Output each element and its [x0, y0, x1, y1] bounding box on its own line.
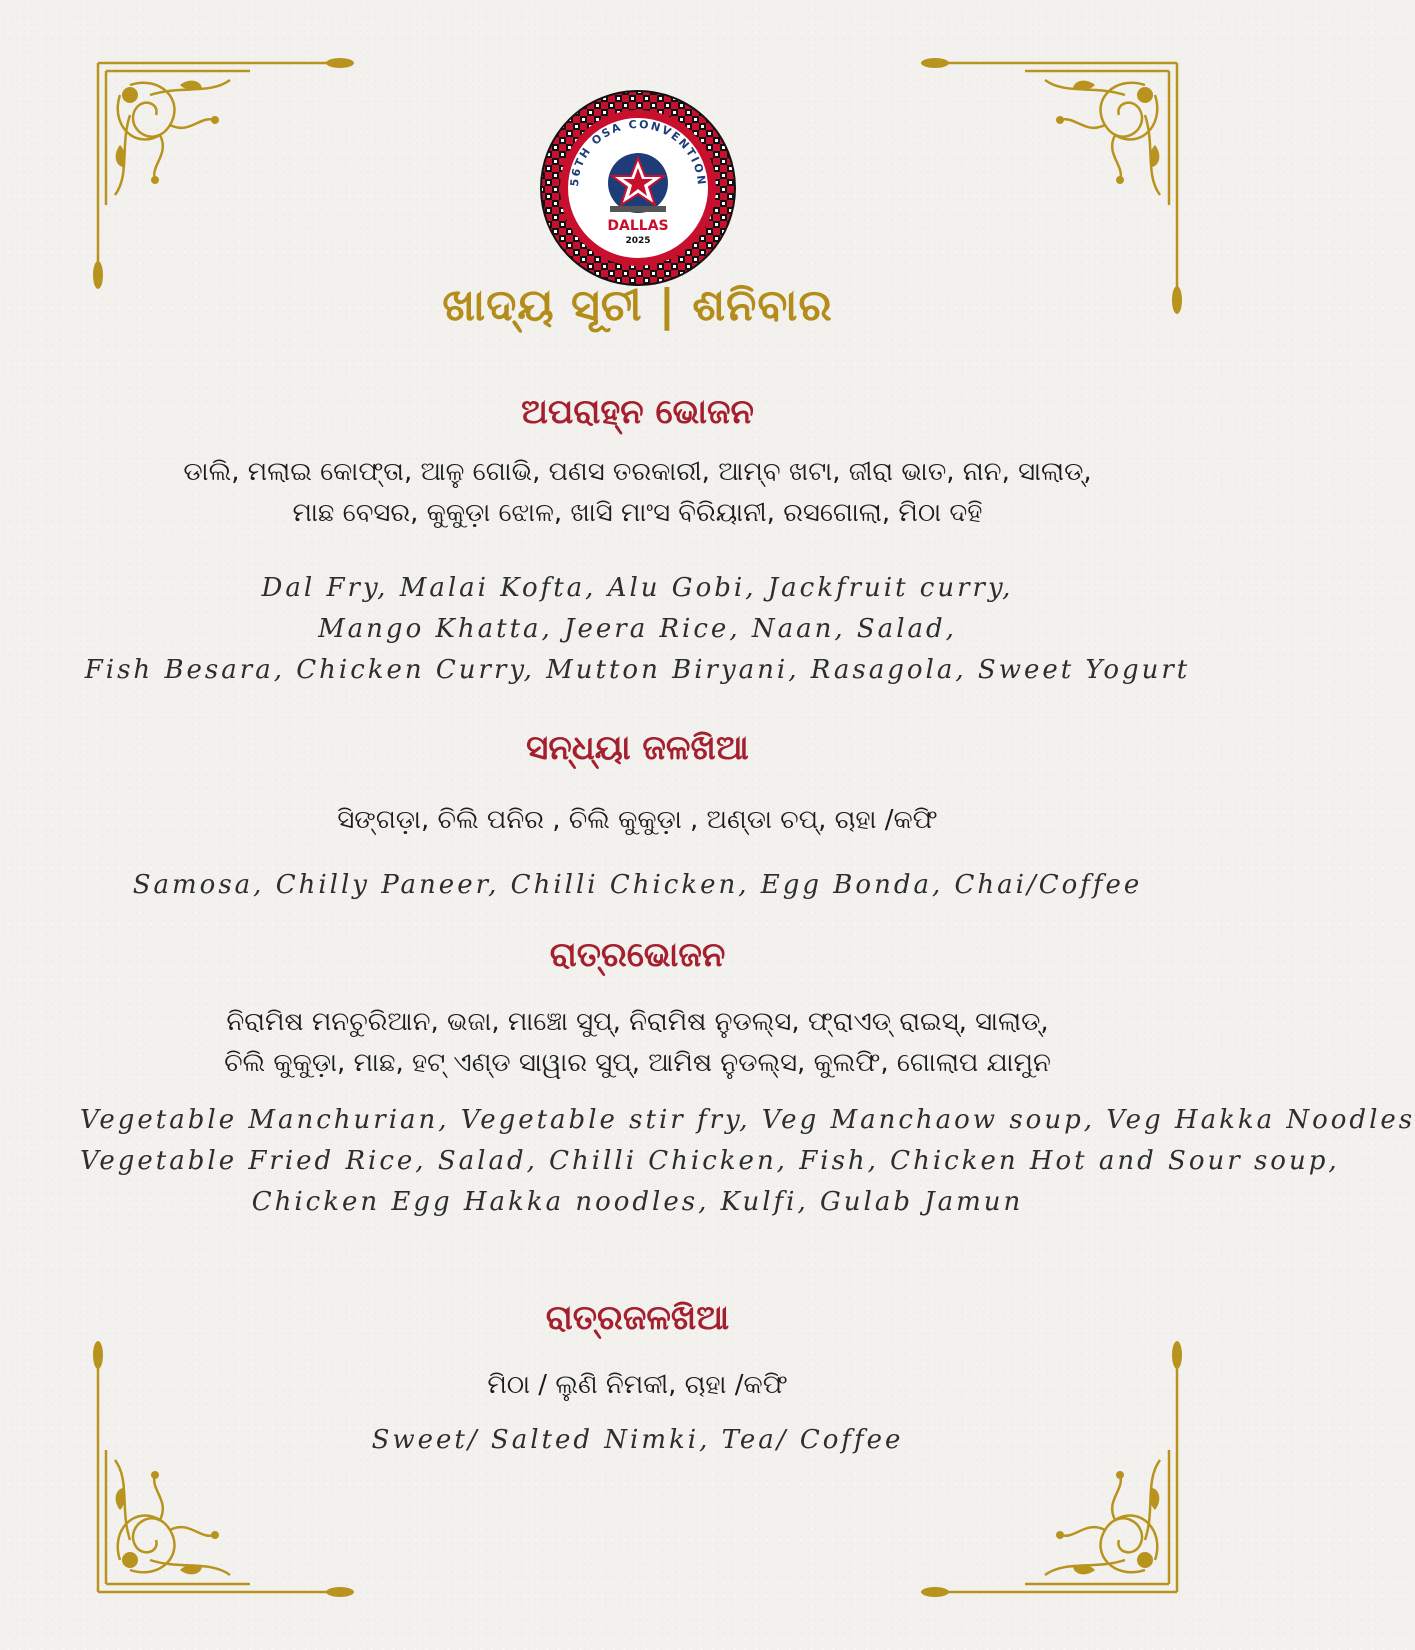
section-odia-evening-snacks	[80, 800, 1195, 841]
osa-convention-logo	[538, 88, 738, 288]
section-odia-dinner	[80, 1002, 1195, 1084]
odia-line: ନିରାମିଷ ମନଚୁରିଆନ, ଭଜା, ମାଞ୍ଚୋ ସୁପ୍, ନିରାମିଷ ନୁଡଲ୍ସ, ଫ୍ରାଏଡ୍ ରାଇସ୍, ସାଲାଡ୍,	[226, 1007, 1049, 1037]
odia-line: ସିଙ୍ଗଡ଼ା, ଚିଲି ପନିର , ଚିଲି କୁକୁଡ଼ା , ଅଣ୍ଡା ଚପ୍, ଚାହା /କଫି	[337, 805, 938, 835]
section-heading-dinner: ରାତ୍ରଭୋଜନ	[549, 935, 726, 975]
english-line: Samosa, Chilly Paneer, Chilli Chicken, Egg Bonda, Chai/Coffee	[132, 870, 1143, 900]
section-odia-night-snacks	[80, 1365, 1195, 1406]
odia-line: ମାଛ ବେସର, କୁକୁଡ଼ା ଝୋଳ, ଖାସି ମାଂସ ବିରିୟାନୀ, ରସଗୋଲା, ମିଠା ଦହି	[292, 498, 983, 528]
section-english-night-snacks	[80, 1420, 1195, 1461]
english-line: Mango Khatta, Jeera Rice, Naan, Salad,	[318, 614, 957, 644]
english-line: Fish Besara, Chicken Curry, Mutton Biryani, Rasagola, Sweet Yogurt	[84, 655, 1191, 685]
section-english-dinner	[80, 1100, 1415, 1223]
english-line: Dal Fry, Malai Kofta, Alu Gobi, Jackfruit curry,	[261, 573, 1014, 603]
odia-line: ଡାଲି, ମଲାଇ କୋଫ୍ତା, ଆଳୁ ଗୋଭି, ପଣସ ତରକାରୀ, ଆମ୍ବ ଖଟା, ଜୀରା ଭାତ, ନାନ, ସାଲାଡ୍,	[183, 457, 1092, 487]
page-title: ଖାଦ୍ୟ ସୂଚୀ | ଶନିବାର	[442, 280, 833, 331]
logo-seal-icon	[538, 88, 738, 288]
section-heading-evening-snacks: ସନ୍ଧ୍ୟା ଜଳଖିଆ	[526, 728, 749, 768]
section-heading-lunch: ଅପରାହ୍ନ ଭୋଜନ	[521, 392, 754, 432]
section-english-lunch	[80, 568, 1195, 691]
odia-line: ଚିଲି କୁକୁଡ଼ା, ମାଛ, ହଟ୍ ଏଣ୍ଡ ସାୱାର ସୁପ୍, ଆମିଷ ନୁଡଲ୍ସ, କୁଲଫି, ଗୋଲାପ ଯାମୁନ	[224, 1048, 1051, 1078]
logo-city: DALLAS	[607, 218, 669, 234]
section-heading-night-snacks: ରାତ୍ରଜଳଖିଆ	[545, 1298, 730, 1338]
logo-year: 2025	[625, 236, 651, 246]
english-line: Sweet/ Salted Nimki, Tea/ Coffee	[371, 1425, 904, 1455]
section-odia-lunch	[80, 452, 1195, 534]
english-line: Vegetable Manchurian, Vegetable stir fry, Veg Manchaow soup, Veg Hakka Noodles	[80, 1105, 1415, 1135]
section-english-evening-snacks	[80, 865, 1195, 906]
english-line: Chicken Egg Hakka noodles, Kulfi, Gulab Jamun	[251, 1187, 1024, 1217]
english-line: Vegetable Fried Rice, Salad, Chilli Chicken, Fish, Chicken Hot and Sour soup,	[80, 1146, 1340, 1176]
logo-ring-text: 56TH OSA CONVENTION	[567, 117, 709, 188]
odia-line: ମିଠା / ଲୁଣି ନିମକୀ, ଚାହା /କଫି	[487, 1370, 788, 1400]
